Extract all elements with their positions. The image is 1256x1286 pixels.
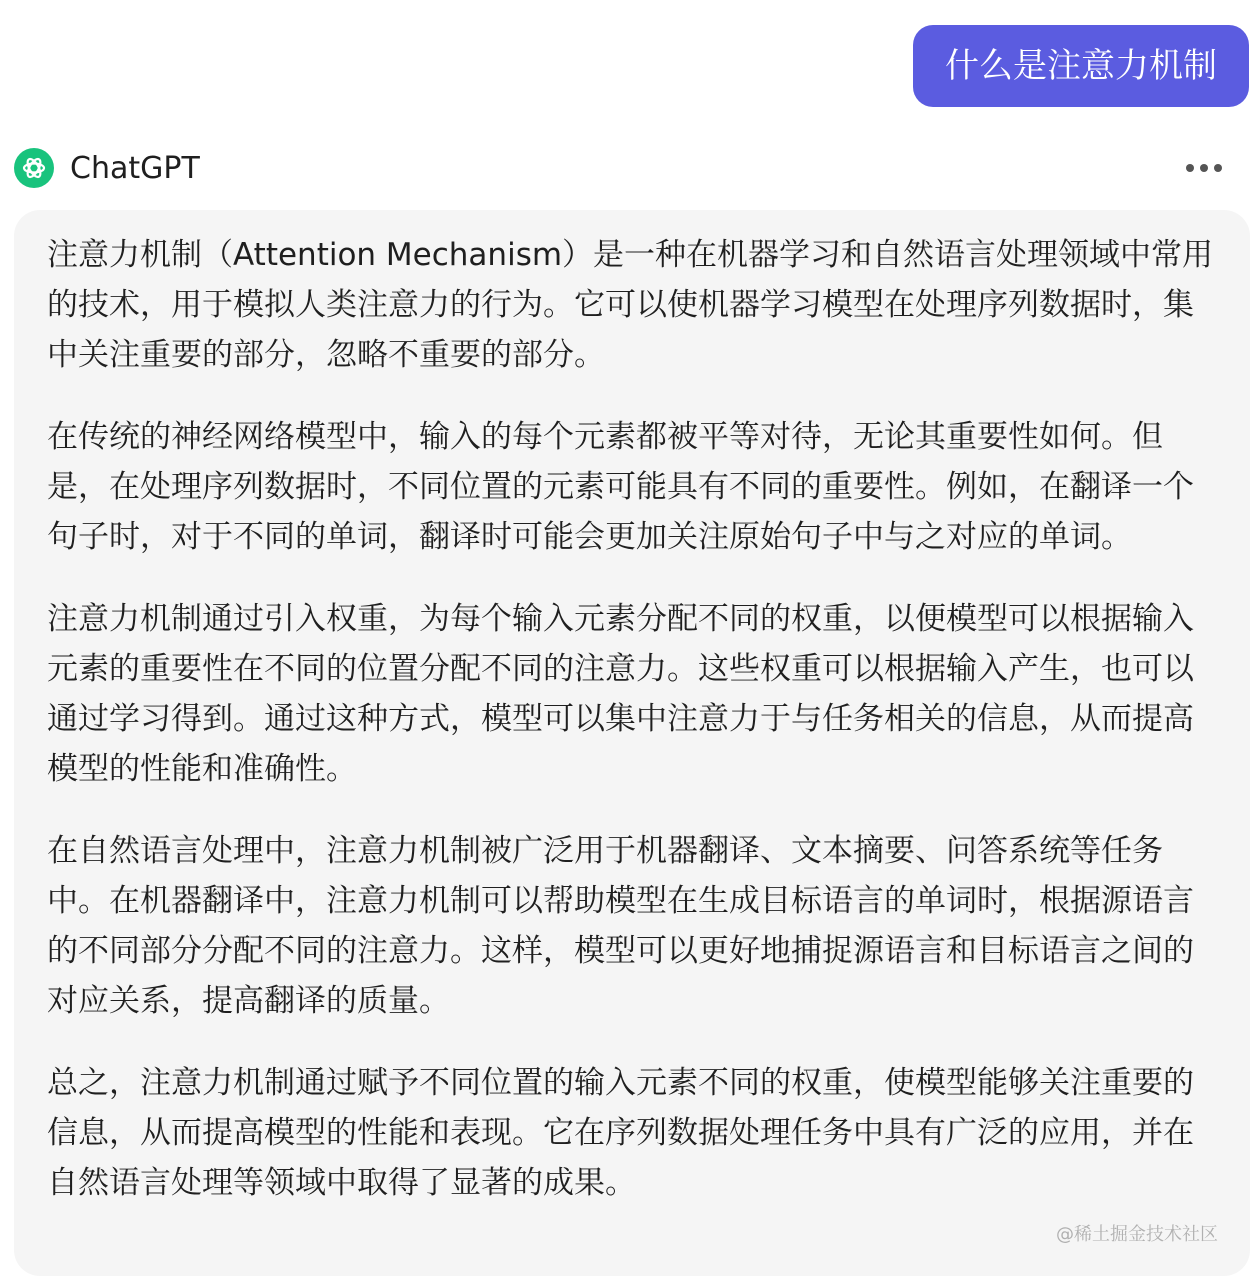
more-horizontal-icon-dot <box>1200 164 1208 172</box>
more-horizontal-icon <box>1186 164 1194 172</box>
response-paragraph-1: 注意力机制（Attention Mechanism）是一种在机器学习和自然语言处理领域中常用的技术，用于模拟人类注意力的行为。它可以使机器学习模型在处理序列数据时，集中关注重要的部分，忽略不重要的部分。 <box>47 237 1214 373</box>
more-horizontal-icon-dot <box>1214 164 1222 172</box>
response-paragraph-3: 注意力机制通过引入权重，为每个输入元素分配不同的权重，以便模型可以根据输入元素的重要性在不同的位置分配不同的注意力。这些权重可以根据输入产生，也可以通过学习得到。通过这种方式，模型可以集中注意力于与任务相关的信息，从而提高模型的性能和准确性。 <box>47 601 1194 787</box>
assistant-name: ChatGPT <box>70 150 200 186</box>
response-paragraph-4: 在自然语言处理中，注意力机制被广泛用于机器翻译、文本摘要、问答系统等任务中。在机器翻译中，注意力机制可以帮助模型在生成目标语言的单词时，根据源语言的不同部分分配不同的注意力。这样，模型可以更好地捕捉源语言和目标语言之间的对应关系，提高翻译的质量。 <box>47 833 1194 1019</box>
response-paragraph-5: 总之，注意力机制通过赋予不同位置的输入元素不同的权重，使模型能够关注重要的信息，从而提高模型的性能和表现。它在序列数据处理任务中具有广泛的应用，并在自然语言处理等领域中取得了显著的成果。 <box>47 1065 1194 1201</box>
response-paragraph-2: 在传统的神经网络模型中，输入的每个元素都被平等对待，无论其重要性如何。但是，在处理序列数据时，不同位置的元素可能具有不同的重要性。例如，在翻译一个句子时，对于不同的单词，翻译时可能会更加关注原始句子中与之对应的单词。 <box>47 419 1194 555</box>
more-options-button[interactable] <box>1182 148 1226 188</box>
assistant-header <box>14 145 1226 191</box>
assistant-message-card <box>14 210 1250 1276</box>
openai-logo-icon <box>14 148 54 188</box>
user-message-bubble <box>913 25 1249 107</box>
watermark: @稀土掘金技术社区 <box>1056 1224 1218 1245</box>
user-message-text: 什么是注意力机制 <box>945 46 1217 86</box>
